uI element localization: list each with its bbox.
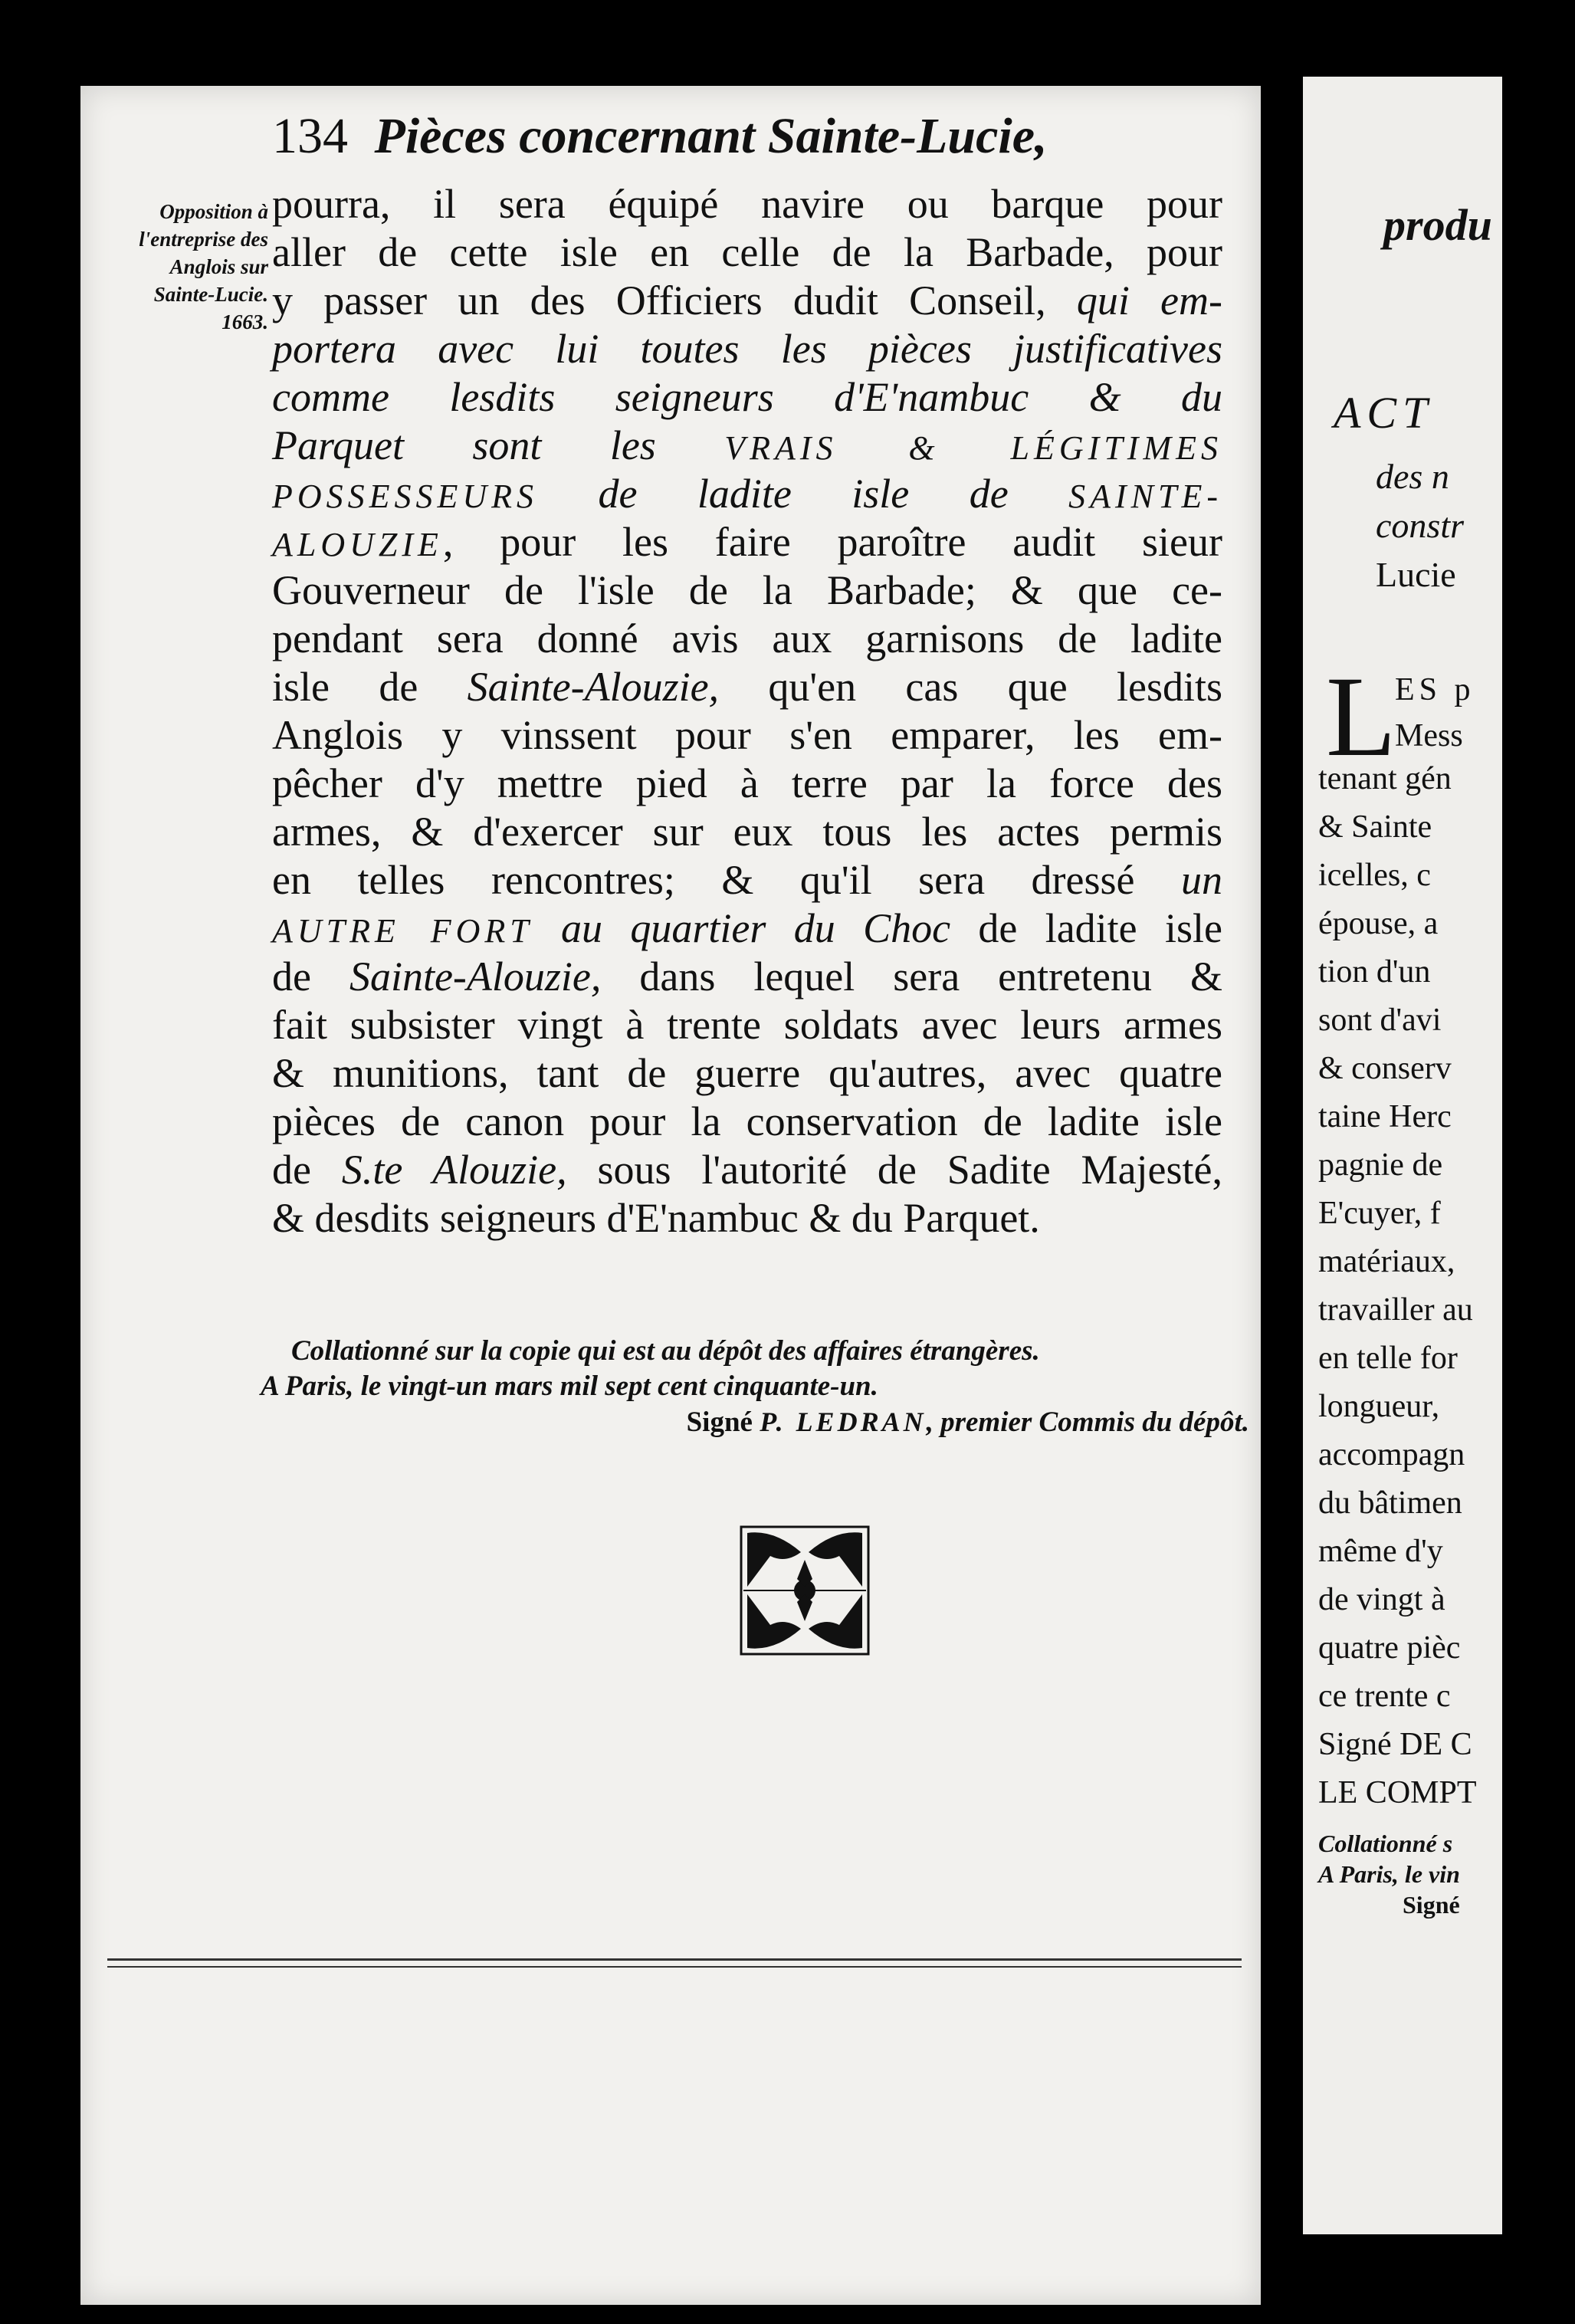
drop-cap-line: Mess [1395,718,1463,753]
signature-name: P. LEDRAN [760,1407,927,1437]
text-line [272,1098,1222,1146]
text-segment: isle de [272,664,468,710]
right-body-line: & Sainte [1318,809,1432,845]
text-line [272,518,1222,566]
right-running-title: produ [1383,200,1492,250]
text-line [272,760,1222,808]
text-line [272,808,1222,856]
right-body-line: pagnie de [1318,1147,1443,1183]
text-segment: Parquet sont les [272,422,725,468]
text-segment: pourra, il sera équipé navire ou barque pour [272,181,1222,227]
collation-line-2: A Paris, le vingt-un mars mil sept cent cinquante-un. [261,1370,878,1402]
text-segment: au quartier du Choc [533,905,951,951]
text-segment: , pour les faire paroître audit sieur [442,519,1222,565]
text-segment: & desdits seigneurs d'E'nambuc & du Parquet. [272,1195,1040,1241]
right-body-line: quatre pièc [1318,1630,1461,1666]
signature-prefix: Signé [686,1407,760,1438]
right-body-line: ce trente c [1318,1679,1451,1714]
right-body-line: LE COMPT [1318,1775,1477,1810]
text-segment: de ladite isle [950,905,1222,951]
text-segment: qu'en cas que lesdits [719,664,1222,710]
bottom-rule [107,1966,1242,1968]
right-body-line: travailler au [1318,1292,1473,1328]
text-line [272,180,1222,228]
right-body-line: Signé DE C [1318,1727,1472,1762]
right-heading-line: des n [1376,457,1449,496]
running-title: Pièces concernant Sainte-Lucie, [374,108,1048,164]
collation-line-1: Collationné sur la copie qui est au dépôt des affaires étrangères. [291,1335,1040,1367]
text-line [272,422,1222,470]
text-line [272,1001,1222,1049]
text-segment: ALOUZIE [272,526,443,563]
right-heading-line: constr [1376,506,1464,545]
text-line [272,663,1222,711]
right-collation-line: A Paris, le vin [1318,1860,1460,1888]
right-body-line: & conserv [1318,1051,1452,1086]
text-segment: de ladite isle de [538,471,1069,517]
margin-note-line: l'entreprise des [139,228,268,251]
text-line [272,1049,1222,1098]
collation-line-3 [291,1404,1249,1440]
right-body-line: accompagn [1318,1437,1465,1472]
text-segment: dans lequel sera entretenu & [601,954,1222,1000]
text-line [272,615,1222,663]
text-segment: en telles rencontres; & qu'il sera dressé [272,857,1181,903]
text-segment: Sainte-Alouzie, [349,954,602,1000]
drop-cap-line: ES p [1395,672,1475,707]
text-segment: AUTRE FORT [272,912,533,950]
collation-note [261,1334,1249,1440]
drop-cap-lines [1395,667,1475,759]
text-segment: Anglois y vinssent pour s'en emparer, les em- [272,712,1222,758]
text-line [272,566,1222,615]
right-collation-line: Signé [1403,1891,1460,1919]
drop-cap: L [1326,653,1396,780]
right-body-line: E'cuyer, f [1318,1196,1441,1231]
text-segment: & munitions, tant de guerre qu'autres, avec quatre [272,1050,1222,1096]
text-segment: SAINTE- [1068,478,1222,515]
right-heading: ACT [1334,388,1434,438]
text-line [272,711,1222,760]
right-body-line: matériaux, [1318,1244,1455,1279]
signature-suffix: , premier Commis du dépôt. [926,1407,1249,1438]
text-segment: VRAIS & LÉGITIMES [724,429,1222,467]
margin-note-line: Opposition à [159,200,268,223]
text-line [272,228,1222,277]
text-segment: Sainte-Alouzie, [467,664,720,710]
text-segment: POSSESSEURS [272,478,539,515]
text-segment: qui em- [1076,277,1223,323]
text-segment: aller de cette isle en celle de la Barbade, pour [272,229,1222,275]
right-collation [1318,1828,1518,1920]
text-segment: fait subsister vingt à trente soldats avec leurs armes [272,1002,1222,1048]
text-line [272,325,1222,373]
text-segment: de [272,1147,342,1193]
text-line [272,373,1222,422]
text-segment: S.te Alouzie, [341,1147,567,1193]
bottom-rule [107,1958,1242,1961]
text-segment: pendant sera donné avis aux garnisons de ladite [272,615,1222,661]
text-line [272,277,1222,325]
text-segment: sous l'autorité de Sadite Majesté, [566,1147,1222,1193]
text-segment: portera avec lui toutes les pièces justificatives [272,326,1222,372]
text-segment: pêcher d'y mettre pied à terre par la force des [272,760,1222,806]
right-body-line: même d'y [1318,1534,1443,1569]
right-heading-lines [1376,452,1575,599]
body-text [272,180,1222,1242]
right-body-line: tion d'un [1318,954,1431,990]
right-body-line: longueur, [1318,1389,1440,1424]
right-body-line: du bâtimen [1318,1485,1462,1521]
text-segment: de [272,954,349,1000]
text-segment: Gouverneur de l'isle de la Barbade; & que ce- [272,567,1222,613]
margin-note [84,198,268,336]
text-segment: armes, & d'exercer sur eux tous les actes permis [272,809,1222,855]
right-body-line: de vingt à [1318,1582,1445,1617]
text-line [272,1146,1222,1194]
right-body-line: icelles, c [1318,858,1431,893]
right-body-line: taine Herc [1318,1099,1452,1134]
right-heading-line: Lucie [1376,555,1456,594]
text-line [272,953,1222,1001]
text-segment: y passer un des Officiers dudit Conseil, [272,277,1077,323]
margin-note-line: Sainte-Lucie. [153,283,268,306]
printers-ornament-icon [740,1525,870,1656]
margin-note-year: 1663. [221,310,268,333]
right-body-line: épouse, a [1318,906,1439,941]
right-collation-line: Collationné s [1318,1830,1453,1857]
right-body-line: en telle for [1318,1341,1458,1376]
right-body [1318,755,1518,1817]
text-line [272,1194,1222,1242]
right-body-line: tenant gén [1318,761,1452,796]
text-line [272,856,1222,904]
text-segment: pièces de canon pour la conservation de ladite isle [272,1098,1222,1144]
text-segment: comme lesdits seigneurs d'E'nambuc & du [272,374,1222,420]
page-header [272,107,1048,166]
text-segment: un [1181,857,1222,903]
margin-note-line: Anglois sur [169,255,268,278]
right-body-line: sont d'avi [1318,1003,1442,1038]
page-number: 134 [272,108,348,164]
text-line [272,904,1222,953]
text-line [272,470,1222,518]
